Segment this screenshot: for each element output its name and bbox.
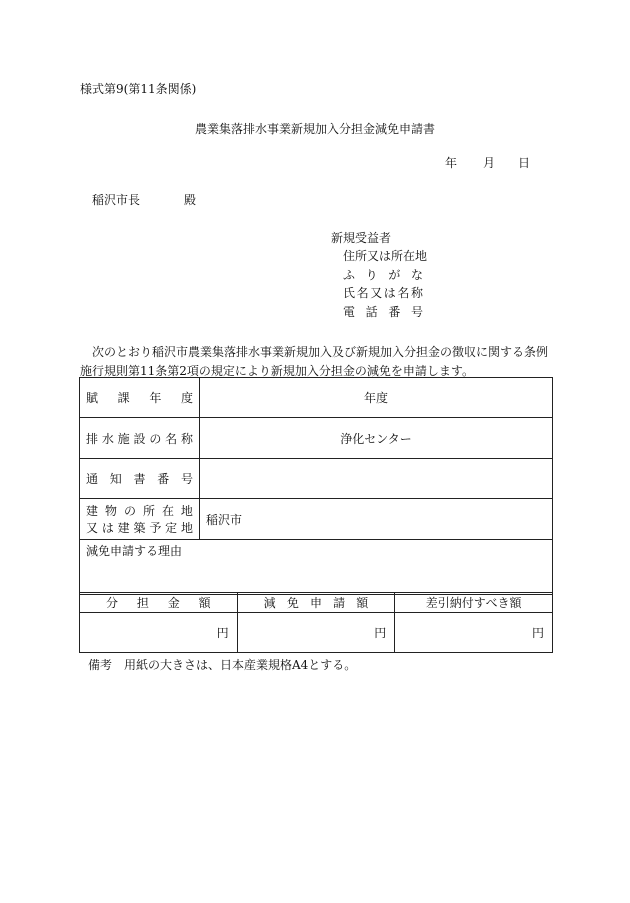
- reduction-amount-field[interactable]: 円: [237, 613, 395, 653]
- tax-year-label: 賦 課 年 度: [86, 391, 193, 405]
- date-year-label: 年: [445, 156, 458, 170]
- table-row: [80, 540, 553, 595]
- building-location-field[interactable]: 稲沢市: [200, 499, 553, 540]
- applicant-heading: 新規受益者: [331, 231, 392, 245]
- facility-name-field[interactable]: 浄化センター: [200, 418, 553, 459]
- tax-year-field[interactable]: 年度: [200, 378, 553, 418]
- amounts-table: [79, 592, 553, 653]
- amount-header-cell: [237, 593, 395, 613]
- net-payment-header: 差引納付すべき額: [425, 596, 522, 610]
- building-location-label: 建 物 の 所 在 地: [86, 504, 193, 518]
- amount-header-cell: [395, 593, 553, 613]
- table-row: [80, 499, 553, 540]
- table-row: [80, 613, 553, 653]
- reduction-reason-field[interactable]: [80, 540, 553, 595]
- row-label: [80, 418, 200, 459]
- reduction-reason-label: 減免申請する理由: [86, 544, 183, 558]
- row-label: [80, 499, 200, 540]
- reduction-amount-header: 減 免 申 請 額: [263, 596, 369, 610]
- date-month-label: 月: [483, 156, 496, 170]
- table-row: [80, 378, 553, 418]
- table-row: [80, 593, 553, 613]
- table-row: [80, 418, 553, 459]
- notice-number-field[interactable]: [200, 459, 553, 499]
- planned-site-label: 又 は 建 築 予 定 地: [86, 521, 193, 535]
- form-number: 様式第9(第11条関係): [80, 82, 197, 96]
- application-table: [79, 377, 553, 595]
- net-payment-field[interactable]: 円: [395, 613, 553, 653]
- table-row: [80, 459, 553, 499]
- facility-name-label: 排 水 施 設 の 名 称: [86, 431, 193, 446]
- addressee: 稲沢市長: [92, 193, 141, 207]
- row-label: [80, 378, 200, 418]
- burden-amount-field[interactable]: 円: [80, 613, 238, 653]
- applicant-phone-label: [343, 305, 423, 319]
- remarks: 備考 用紙の大きさは、日本産業規格A4とする。: [88, 658, 357, 672]
- phone-text: 電 話 番 号: [343, 305, 423, 319]
- notice-number-label: 通 知 書 番 号: [86, 472, 193, 486]
- applicant-name-label: [343, 286, 423, 300]
- burden-amount-header: 分 担 金 額: [106, 596, 211, 610]
- honorific: 殿: [184, 193, 197, 207]
- amount-header-cell: [80, 593, 238, 613]
- document-title: 農業集落排水事業新規加入分担金減免申請書: [194, 122, 435, 136]
- applicant-furigana-label: [343, 268, 423, 282]
- row-label: [80, 459, 200, 499]
- applicant-address-label: 住所又は所在地: [343, 249, 428, 263]
- name-text: 氏 名 又 は 名 称: [343, 286, 423, 300]
- request-paragraph: [80, 343, 555, 381]
- furigana-text: ふ り が な: [343, 268, 423, 282]
- request-text: 次のとおり稲沢市農業集落排水事業新規加入及び新規加入分担金の徴収に関する条例施行規則第11条第2項の規定により新規加入分担金の減免を申請します。: [80, 345, 549, 378]
- date-day-label: 日: [518, 156, 531, 170]
